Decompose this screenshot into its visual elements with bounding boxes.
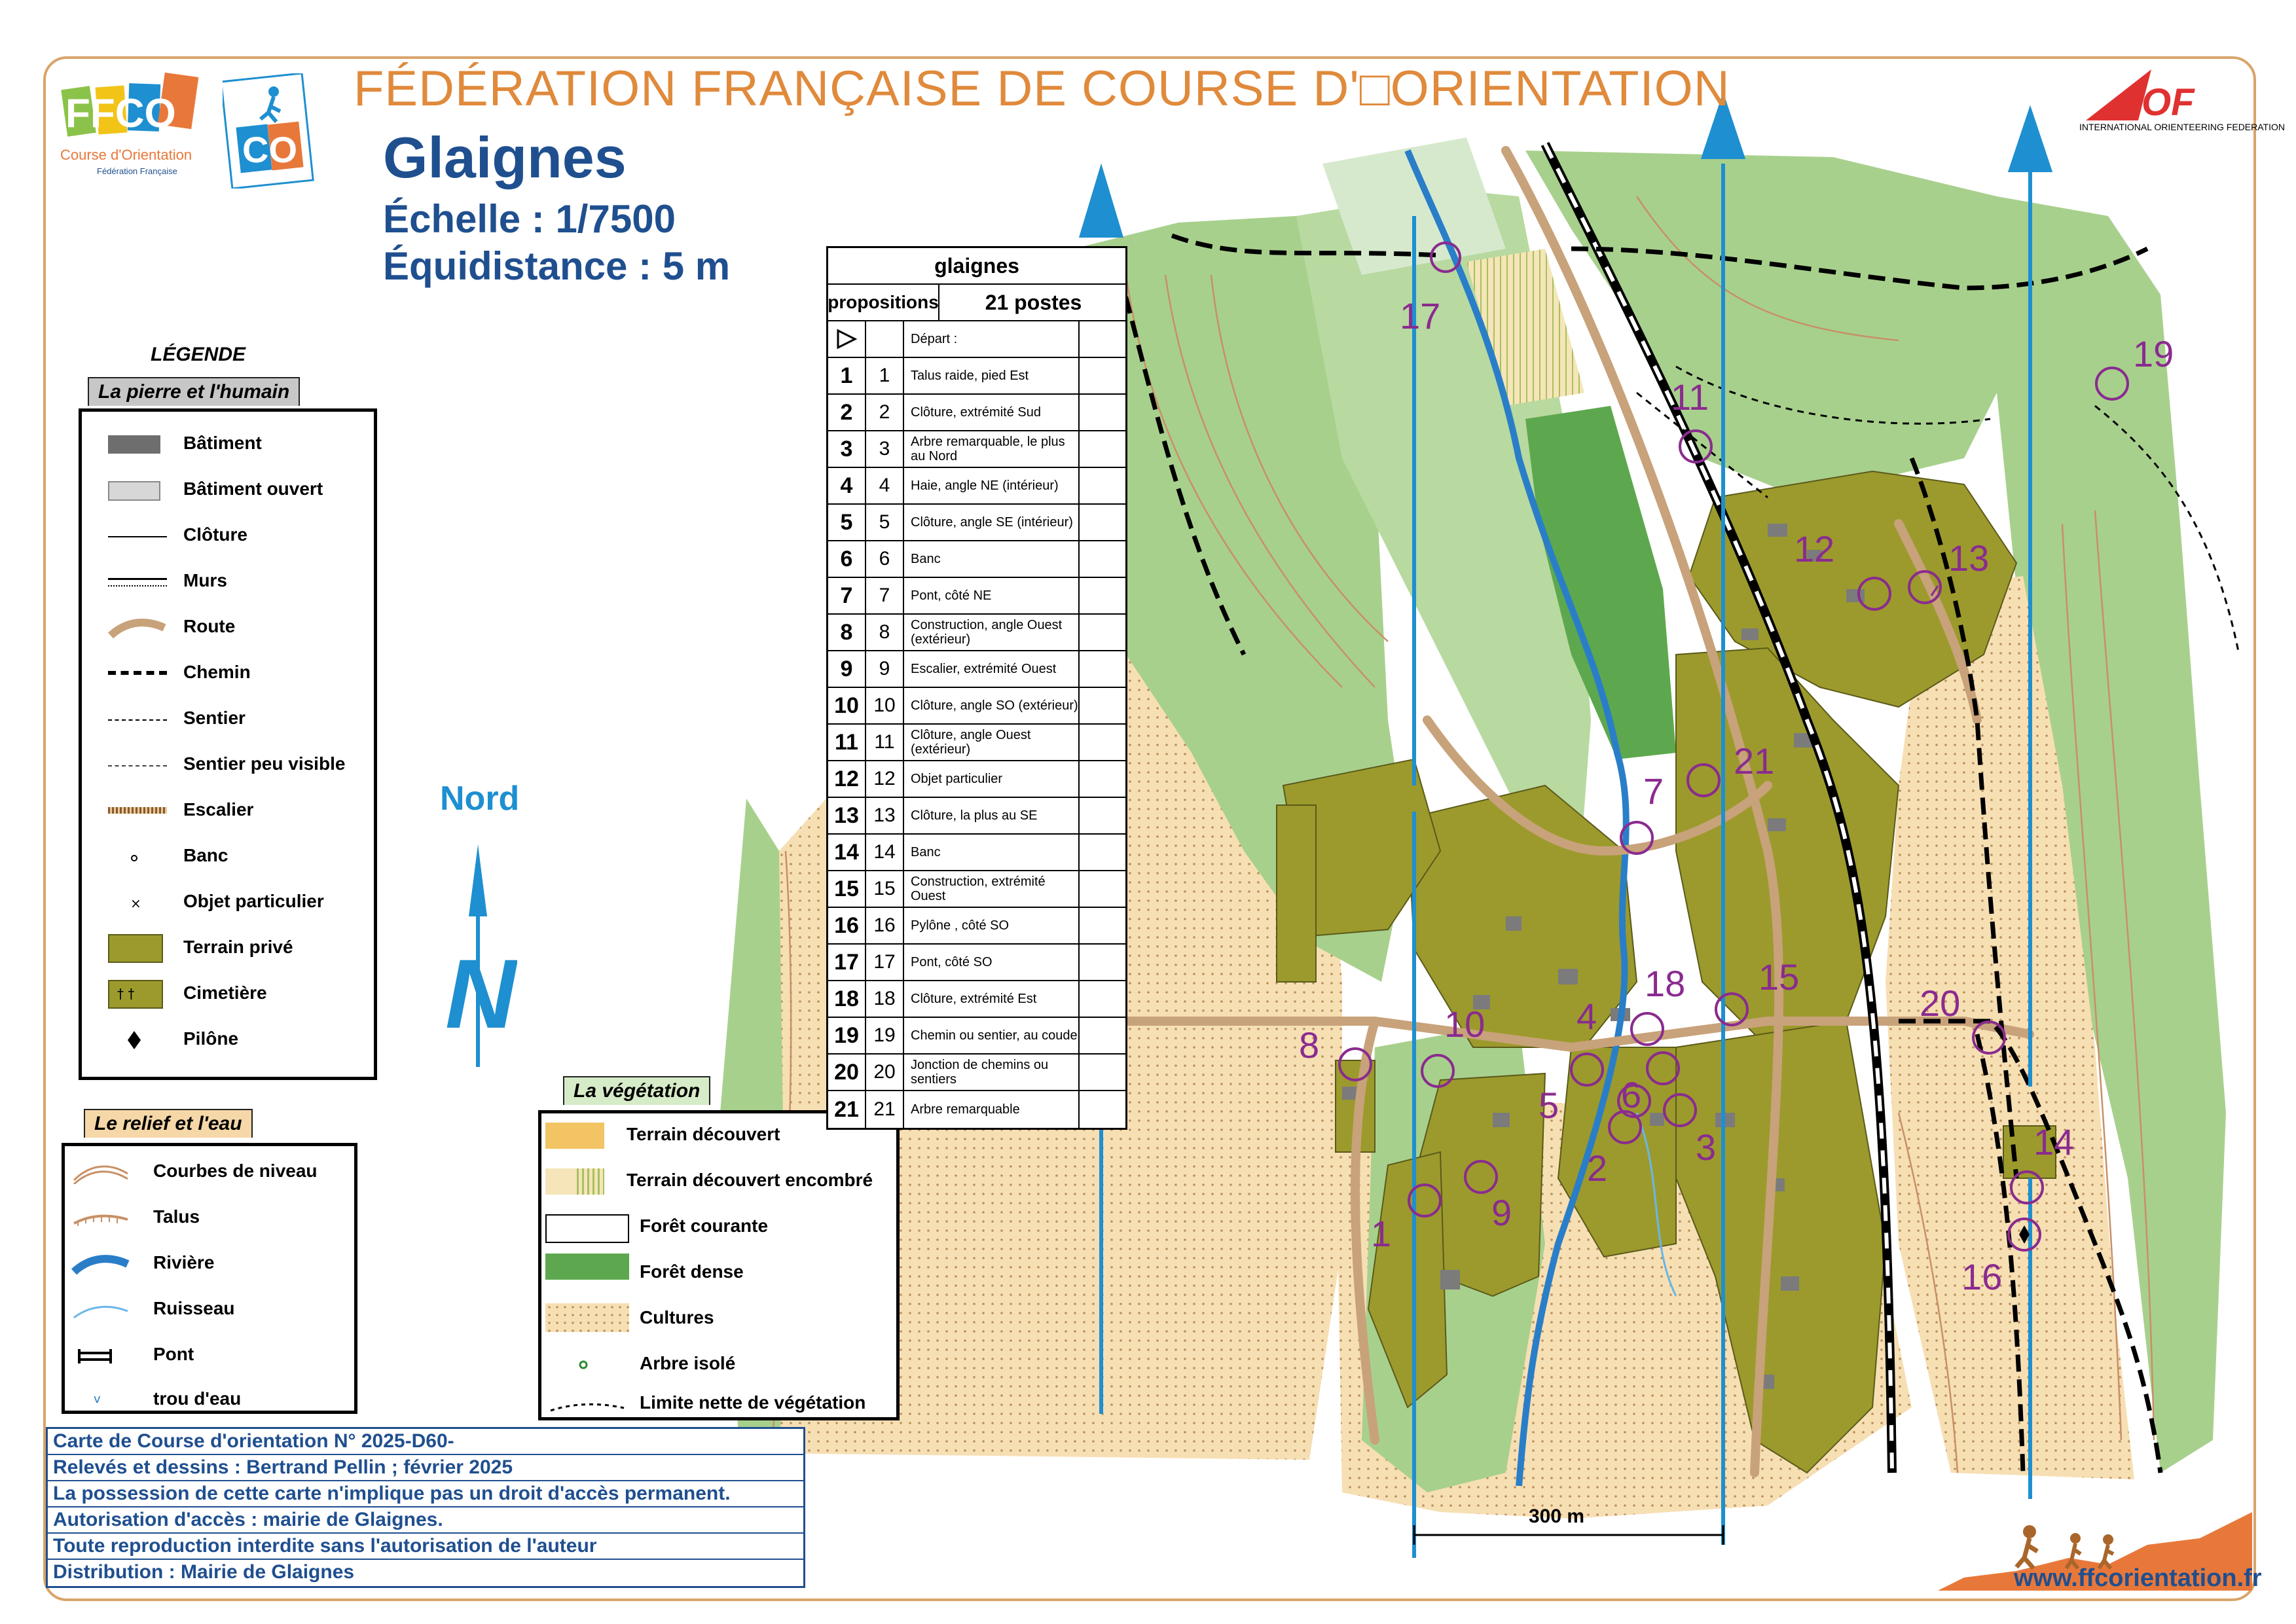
control-description-row [828,651,1125,688]
control-description-row [828,725,1125,761]
control-description-row [828,358,1125,395]
control-number: 13 [828,798,866,833]
control-extra-cell [1080,945,1127,980]
control-description: Clôture, angle SE (intérieur) [904,505,1080,540]
control-description-row [828,1055,1125,1091]
north-label: Nord [440,780,520,818]
legend-tab-vegetation: La végétation [563,1076,710,1105]
co-letters: CO [242,129,297,170]
co-logo [223,73,314,189]
control-description-row [828,981,1125,1018]
legend-heading: LÉGENDE [151,344,246,365]
control-extra-cell [1080,468,1127,503]
control-code: 18 [866,981,904,1017]
control-description: Construction, extrémité Ouest [904,871,1080,907]
legend-item-bridge: Pont [65,1336,354,1375]
legend-item-fence: Clôture [82,516,374,556]
control-code: 3 [866,431,904,467]
control-extra-cell [1080,908,1127,943]
control-description-row [828,908,1125,945]
control-description-row [828,761,1125,798]
legend-stone-human [79,408,377,1080]
control-extra-cell [1080,431,1127,467]
control-description-row [828,1018,1125,1055]
control-number: 6 [828,541,866,577]
control-description-row [828,541,1125,578]
control-extra-cell [1080,615,1127,650]
control-description: Jonction de chemins ou sentiers [904,1055,1080,1090]
control-label: 12 [1794,528,1835,569]
control-extra-cell [1080,725,1127,760]
control-description: Chemin ou sentier, au coude [904,1018,1080,1053]
control-label: 13 [1948,537,1990,579]
svg-text:×: × [130,895,141,911]
control-description: Arbre remarquable [904,1091,1080,1128]
control-extra-cell [1080,1018,1127,1053]
control-description-row [828,945,1125,981]
control-label: 14 [2033,1121,2075,1163]
legend-item-contours: Courbes de niveau [65,1153,354,1192]
info-line: Relevés et dessins : Bertrand Pellin ; février 2025 [48,1455,803,1481]
control-number: 10 [828,688,866,723]
control-description-row [828,505,1125,541]
legend-item-vegetation-boundary: Limite nette de végétation [541,1384,896,1424]
iof-letters: OF [2141,81,2195,123]
ffco-letters: FFCO [65,91,176,136]
control-description: Clôture, extrémité Sud [904,395,1080,430]
ffco-subcaption: Fédération Française [97,166,177,176]
control-label: 15 [1758,956,1800,998]
control-number: 5 [828,505,866,540]
info-line: Distribution : Mairie de Glaignes [53,1561,355,1583]
control-number: 4 [828,468,866,503]
north-arrow-icon [439,844,517,1080]
legend-tab-stone: La pierre et l'humain [88,377,300,406]
legend-item-cemetery: † † Cimetière [82,975,374,1014]
legend-item-bench: Banc [82,837,374,876]
control-code: 9 [866,651,904,687]
control-label: 10 [1444,1003,1485,1045]
control-code: 13 [866,798,904,833]
control-code: 6 [866,541,904,577]
control-code: 14 [866,835,904,870]
control-number: 11 [828,725,866,760]
legend-item-pylon: Pilône [82,1020,374,1060]
legend-item-building: Bâtiment [82,425,374,464]
legend-item-embankment: Talus [65,1199,354,1238]
control-number: 12 [828,761,866,797]
federation-title: FÉDÉRATION FRANÇAISE DE COURSE D'□ORIENTATION [354,61,1730,117]
start-label: Départ : [904,321,1080,357]
control-code: 16 [866,908,904,943]
propositions-label: propositions [828,285,939,320]
control-description-row [828,578,1125,615]
control-description: Escalier, extrémité Ouest [904,651,1080,687]
control-extra-cell [1080,1091,1127,1128]
control-description: Pont, côté SO [904,945,1080,980]
legend-item-open-building: Bâtiment ouvert [82,471,374,510]
control-extra-cell [1080,578,1127,613]
course-info-row [828,285,1125,321]
control-description-row [828,688,1125,725]
control-description: Objet particulier [904,761,1080,797]
control-extra-cell [1080,871,1127,907]
control-description: Clôture, extrémité Est [904,981,1080,1017]
control-label: 8 [1299,1024,1320,1066]
control-description: Haie, angle NE (intérieur) [904,468,1080,503]
legend-tab-relief: Le relief et l'eau [84,1109,253,1138]
control-extra-cell [1080,505,1127,540]
scale-bar [1414,1525,1723,1545]
control-description: Pont, côté NE [904,578,1080,613]
control-extra-cell [1080,358,1127,393]
control-number: 16 [828,908,866,943]
control-description: Clôture, angle SO (extérieur) [904,688,1080,723]
info-line: La possession de cette carte n'implique pas un droit d'accès permanent. [48,1481,803,1507]
map-info-box [46,1427,805,1588]
legend-item-road: Route [82,608,374,647]
svg-text:† †: † † [117,986,135,1001]
control-rows [828,358,1125,1128]
control-description-row [828,468,1125,505]
control-code: 8 [866,615,904,650]
control-number: 17 [828,945,866,980]
control-number: 19 [828,1018,866,1053]
iof-caption: INTERNATIONAL ORIENTEERING FEDERATION [2079,122,2285,132]
control-extra-cell [1080,688,1127,723]
control-description: Clôture, la plus au SE [904,798,1080,833]
legend-item-dense-forest: Forêt dense [541,1254,896,1293]
control-code: 12 [866,761,904,797]
control-extra-cell [1080,798,1127,833]
legend-item-stream: Ruisseau [65,1290,354,1329]
start-triangle-icon [828,321,866,357]
course-name: glaignes [828,248,1125,285]
control-description-row [828,835,1125,871]
legend-vegetation [538,1110,900,1420]
control-number: 7 [828,578,866,613]
control-extra-cell [1080,395,1127,430]
control-label: 3 [1696,1127,1717,1168]
control-description-row [828,431,1125,468]
control-extra-cell [1080,835,1127,870]
control-number: 14 [828,835,866,870]
control-label: 11 [1671,376,1709,418]
control-number: 15 [828,871,866,907]
map-title: Glaignes [383,125,627,190]
control-code: 1 [866,358,904,393]
info-line: Autorisation d'accès : mairie de Glaignes. [48,1507,803,1534]
website-link[interactable]: www.ffcorientation.fr [2014,1564,2262,1592]
info-line: Carte de Course d'orientation N° 2025-D60- [48,1429,803,1455]
scale-bar-label: 300 m [1529,1506,1585,1527]
start-row [828,321,1125,358]
control-description-row [828,871,1125,908]
control-description: Banc [904,541,1080,577]
legend-item-faint-trail: Sentier peu visible [82,746,374,785]
legend-item-special-object: × Objet particulier [130,891,324,911]
control-code: 11 [866,725,904,760]
control-code: 21 [866,1091,904,1128]
map-scale: Échelle : 1/7500 [383,197,676,241]
legend-item-isolated-tree: Arbre isolé [541,1345,896,1384]
control-label: 16 [1961,1256,2003,1297]
control-description-row [828,1091,1125,1128]
legend-item-path: Chemin [82,654,374,693]
control-number: 20 [828,1055,866,1090]
legend-item-trail: Sentier [82,700,374,739]
control-descriptions-table [826,246,1127,1130]
control-label: 21 [1734,740,1775,782]
legend-item-stairs: Escalier [82,791,374,831]
legend-item-rough-open: Terrain découvert encombré [541,1162,896,1201]
control-description: Pylône , côté SO [904,908,1080,943]
control-label: 17 [1400,295,1441,336]
legend-relief-water [62,1143,357,1414]
info-line: Toute reproduction interdite sans l'autorisation de l'auteur [48,1534,803,1560]
legend-item-private-terrain: Terrain privé [82,929,374,968]
control-description: Clôture, angle Ouest (extérieur) [904,725,1080,760]
control-number: 3 [828,431,866,467]
control-label: 18 [1645,963,1686,1004]
iof-logo [2079,63,2217,123]
control-extra-cell [1080,541,1127,577]
ffco-caption: Course d'Orientation [60,147,192,163]
control-description-row [828,798,1125,835]
control-description: Arbre remarquable, le plus au Nord [904,431,1080,467]
control-number: 9 [828,651,866,687]
legend-item-walls: Murs [82,562,374,602]
postes-count: 21 postes [985,290,1082,314]
legend-item-open-land: Terrain découvert [541,1116,896,1155]
control-label: 5 [1539,1085,1559,1126]
control-extra-cell [1080,761,1127,797]
control-description: Banc [904,835,1080,870]
control-label: 9 [1491,1192,1512,1233]
control-code: 19 [866,1018,904,1053]
control-code: 15 [866,871,904,907]
north-letter: N [445,939,517,1049]
control-code: 4 [866,468,904,503]
control-description-row [828,615,1125,651]
legend-item-forest: Forêt courante [541,1208,896,1247]
control-description: Construction, angle Ouest (extérieur) [904,615,1080,650]
control-code: 7 [866,578,904,613]
control-extra-cell [1080,981,1127,1017]
control-label: 4 [1576,996,1597,1037]
control-description-row [828,395,1125,431]
control-extra-cell [1080,1055,1127,1090]
ffco-logo [58,68,208,186]
legend-item-river: Rivière [65,1244,354,1284]
control-code: 17 [866,945,904,980]
control-number: 2 [828,395,866,430]
control-label: 7 [1643,770,1664,812]
legend-item-water-hole: v trou d'eau [94,1388,242,1409]
control-label: 19 [2133,333,2174,374]
control-label: 2 [1587,1147,1608,1189]
control-label: 1 [1371,1213,1392,1254]
control-number: 1 [828,358,866,393]
control-code: 20 [866,1055,904,1090]
control-code: 10 [866,688,904,723]
svg-text:v: v [94,1392,101,1406]
control-extra-cell [1080,651,1127,687]
control-label: 6 [1621,1074,1642,1115]
control-code: 5 [866,505,904,540]
control-description: Talus raide, pied Est [904,358,1080,393]
control-number: 21 [828,1091,866,1128]
control-label: 20 [1920,983,1961,1024]
control-number: 18 [828,981,866,1017]
control-number: 8 [828,615,866,650]
control-code: 2 [866,395,904,430]
legend-item-cultivated: Cultures [541,1299,896,1339]
contour-interval: Équidistance : 5 m [383,244,731,288]
